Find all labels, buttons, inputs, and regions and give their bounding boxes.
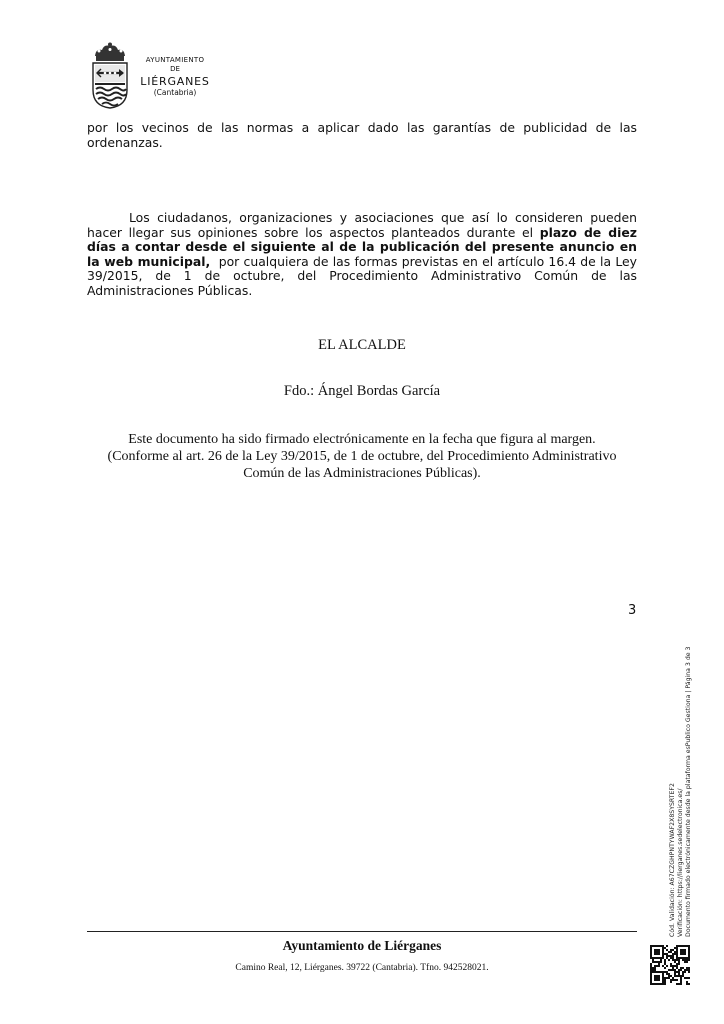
paragraph-continued-text: por los vecinos de las normas a aplicar dado las garantías de publicidad de las ordenanzas. [87, 120, 637, 150]
organization-header [128, 56, 222, 97]
org-line2: DE [170, 65, 180, 73]
electronic-note-line1: Este documento ha sido firmado electrónicamente en la fecha que figura al margen. [128, 432, 596, 447]
electronic-signature-note [60, 431, 664, 482]
signed-by: Fdo.: Ángel Bordas García [283, 383, 441, 399]
qr-code [650, 945, 690, 985]
paragraph-opinions-tail: por cualquiera de las formas previstas en el artículo 16.4 de la Ley 39/2015, de 1 de octubre, del Procedimiento Administrativo Común de las Administraciones Públicas. [87, 253, 641, 298]
footer-title: Ayuntamiento de Liérganes [282, 938, 442, 953]
validation-code: Cód. Validación: A67CZGHPNTYWAF2X8SYSRTEF2 [669, 783, 676, 937]
paragraph-opinions-bold: plazo de diez días a contar desde el siguiente al de la publicación del presente anuncio en la web municipal, [87, 224, 637, 269]
paragraph-opinions-lead: Los ciudadanos, organizaciones y asociaciones que así lo consideren pueden hacer llegar sus opiniones sobre los aspectos planteados durante el [87, 210, 637, 240]
org-line1: AYUNTAMIENTO [145, 56, 205, 64]
signature-platform-note: Documento firmado electrónicamente desde la plataforma esPublico Gestiona | Página 3 de 3 [685, 646, 692, 937]
signature-title: EL ALCALDE [318, 337, 406, 353]
org-region: (Cantabria) [153, 88, 197, 97]
electronic-note-line2: (Conforme al art. 26 de la Ley 39/2015, de 1 de octubre, del Procedimiento Administrativo [107, 449, 617, 464]
electronic-note-line3: Común de las Administraciones Públicas). [243, 466, 481, 481]
coat-of-arms-logo [90, 42, 130, 110]
footer-address: Camino Real, 12, Liérganes. 39722 (Cantabria). Tfno. 942528021. [235, 963, 489, 973]
footer-divider [87, 931, 637, 932]
page-number: 3 [628, 603, 637, 618]
paragraph-opinions [87, 210, 641, 299]
validation-sidebar [628, 637, 698, 937]
verification-url: Verificación: https://lierganes.sedelectronica.es/ [677, 788, 684, 937]
paragraph-continued [87, 121, 637, 150]
org-name: LIÉRGANES [140, 75, 210, 88]
